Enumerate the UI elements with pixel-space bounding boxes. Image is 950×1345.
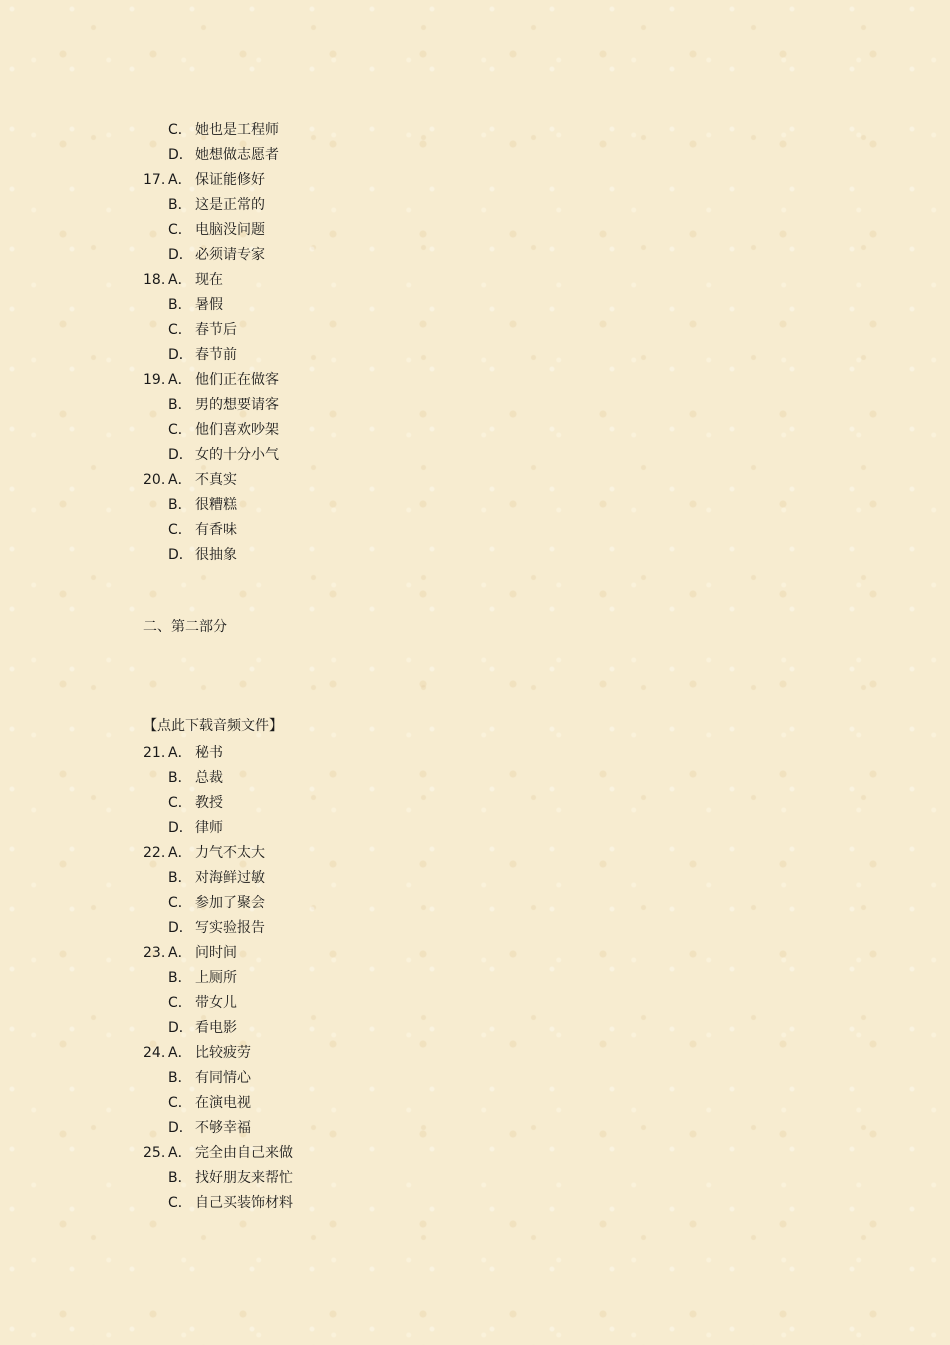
option-letter: A．: [168, 172, 192, 188]
option-text: 问时间: [195, 945, 237, 961]
option-letter: A．: [168, 472, 192, 488]
option-letter: A．: [168, 1145, 192, 1161]
question-number: 24.: [143, 1045, 166, 1061]
option-letter: D．: [168, 820, 193, 836]
question-number: 21.: [143, 745, 166, 761]
option-text: 不真实: [195, 472, 237, 488]
question-number: 17.: [143, 172, 166, 188]
option-letter: B．: [168, 970, 192, 986]
option-letter: D．: [168, 147, 193, 163]
option-text: 对海鲜过敏: [195, 870, 265, 886]
option-text: 很抽象: [195, 547, 237, 563]
option-text: 看电影: [195, 1020, 237, 1036]
option-letter: D．: [168, 447, 193, 463]
option-text: 春节后: [195, 322, 237, 338]
option-text: 找好朋友来帮忙: [195, 1170, 293, 1186]
option-letter: C．: [168, 422, 192, 438]
option-text: 保证能修好: [195, 172, 265, 188]
option-letter: C．: [168, 895, 192, 911]
option-text: 暑假: [195, 297, 223, 313]
option-letter: A．: [168, 272, 192, 288]
option-letter: C．: [168, 222, 192, 238]
option-text: 这是正常的: [195, 197, 265, 213]
option-text: 教授: [195, 795, 223, 811]
question-number: 18.: [143, 272, 166, 288]
option-letter: C．: [168, 1095, 192, 1111]
option-text: 比较疲劳: [195, 1045, 251, 1061]
option-text: 他们正在做客: [195, 372, 279, 388]
download-audio-link[interactable]: 【点此下载音频文件】: [143, 718, 283, 734]
option-text: 秘书: [195, 745, 223, 761]
option-text: 力气不太大: [195, 845, 265, 861]
option-text: 男的想要请客: [195, 397, 279, 413]
option-letter: C．: [168, 522, 192, 538]
option-letter: B．: [168, 1170, 192, 1186]
option-letter: B．: [168, 197, 192, 213]
option-text: 电脑没问题: [195, 222, 265, 238]
option-letter: D．: [168, 347, 193, 363]
option-letter: A．: [168, 1045, 192, 1061]
option-letter: A．: [168, 945, 192, 961]
option-text: 春节前: [195, 347, 237, 363]
option-text: 她想做志愿者: [195, 147, 279, 163]
option-letter: D．: [168, 920, 193, 936]
option-letter: A．: [168, 845, 192, 861]
option-text: 他们喜欢吵架: [195, 422, 279, 438]
option-letter: B．: [168, 770, 192, 786]
option-letter: B．: [168, 870, 192, 886]
option-letter: D．: [168, 247, 193, 263]
option-text: 参加了聚会: [195, 895, 265, 911]
option-text: 自己买装饰材料: [195, 1195, 293, 1211]
option-text: 写实验报告: [195, 920, 265, 936]
option-text: 上厕所: [195, 970, 237, 986]
option-letter: C．: [168, 995, 192, 1011]
option-letter: B．: [168, 297, 192, 313]
option-letter: B．: [168, 397, 192, 413]
question-number: 19.: [143, 372, 166, 388]
option-letter: A．: [168, 372, 192, 388]
option-text: 不够幸福: [195, 1120, 251, 1136]
option-text: 带女儿: [195, 995, 237, 1011]
option-text: 总裁: [195, 770, 223, 786]
option-text: 必须请专家: [195, 247, 265, 263]
question-number: 20.: [143, 472, 166, 488]
question-number: 22.: [143, 845, 166, 861]
option-text: 很糟糕: [195, 497, 237, 513]
option-text: 有香味: [195, 522, 237, 538]
question-number: 23.: [143, 945, 166, 961]
option-letter: C．: [168, 1195, 192, 1211]
question-number: 25.: [143, 1145, 166, 1161]
option-text: 完全由自己来做: [195, 1145, 293, 1161]
option-letter: D．: [168, 547, 193, 563]
option-letter: C．: [168, 122, 192, 138]
option-letter: B．: [168, 1070, 192, 1086]
option-text: 女的十分小气: [195, 447, 279, 463]
option-text: 律师: [195, 820, 223, 836]
section-title: 二、第二部分: [143, 619, 227, 635]
option-text: 现在: [195, 272, 223, 288]
option-letter: C．: [168, 322, 192, 338]
option-letter: C．: [168, 795, 192, 811]
option-letter: D．: [168, 1020, 193, 1036]
option-letter: D．: [168, 1120, 193, 1136]
option-text: 她也是工程师: [195, 122, 279, 138]
option-letter: A．: [168, 745, 192, 761]
option-text: 有同情心: [195, 1070, 251, 1086]
option-text: 在演电视: [195, 1095, 251, 1111]
option-letter: B．: [168, 497, 192, 513]
